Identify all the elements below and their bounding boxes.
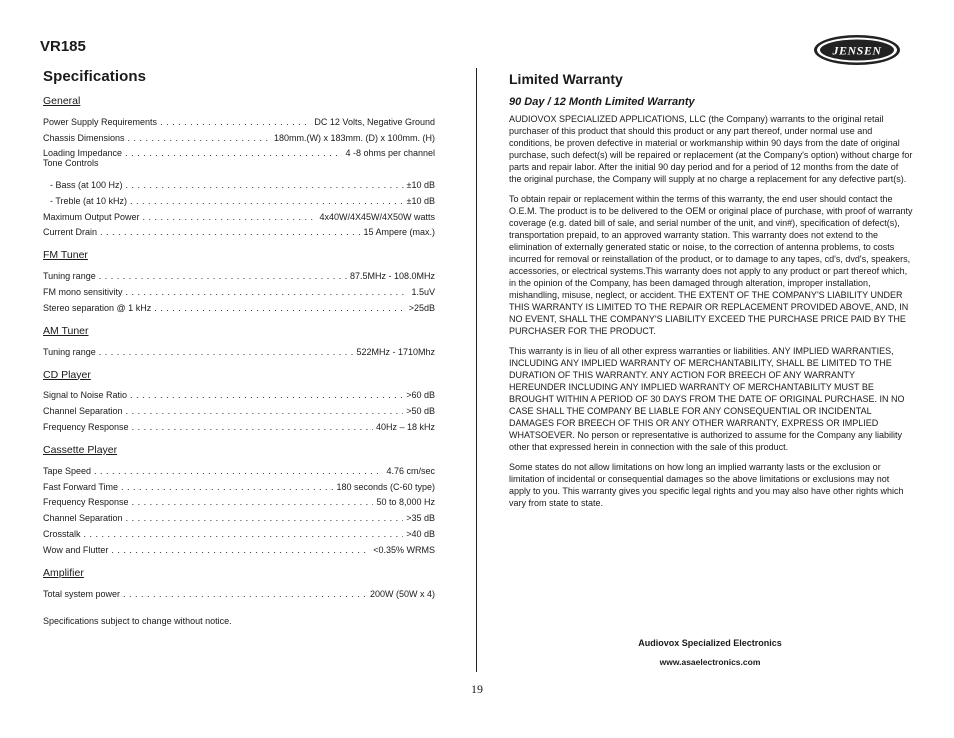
dot-leader bbox=[143, 212, 317, 222]
spec-row bbox=[43, 507, 435, 523]
spec-row bbox=[43, 492, 435, 508]
spec-label: Power Supply Requirements bbox=[43, 116, 158, 127]
spec-value: 4.76 cm/sec bbox=[386, 465, 435, 476]
spec-section-title: AM Tuner bbox=[43, 324, 89, 337]
spec-value: 15 Ampere (max.) bbox=[363, 227, 435, 238]
specifications-column bbox=[43, 68, 435, 626]
spec-value: 4 -8 ohms per channel bbox=[345, 148, 435, 159]
spec-row bbox=[43, 385, 435, 401]
spec-label: Frequency Response bbox=[43, 497, 129, 508]
warranty-paragraph: AUDIOVOX SPECIALIZED APPLICATIONS, LLC (the Company) warrants to the original retail purchaser of this product that should this product or any part thereof, under normal use and conditions, be proven defective in material or workmanship within 90 days from the date of original purchase, such defect(s) will be repaired or replacement (at the Company's option) without charge for parts and repair labor. After the initial 90 day period and for a period of 12 months from the date of the original purchase, the Company will supply at no charge a replacement for any defective part(s). bbox=[509, 114, 913, 184]
spec-row bbox=[43, 158, 435, 174]
spec-row bbox=[43, 190, 435, 206]
dot-leader bbox=[132, 422, 373, 432]
spec-label: Tone Controls bbox=[43, 158, 99, 169]
logo-wordmark: JENSEN bbox=[832, 43, 882, 58]
spec-value: DC 12 Volts, Negative Ground bbox=[314, 116, 435, 127]
spec-row bbox=[43, 416, 435, 432]
spec-label: Fast Forward Time bbox=[43, 481, 119, 492]
page-number: 19 bbox=[471, 682, 483, 696]
warranty-subtitle: 90 Day / 12 Month Limited Warranty bbox=[509, 96, 695, 108]
spec-label: Current Drain bbox=[43, 227, 98, 238]
footer-website: www.asaelectronics.com bbox=[659, 657, 761, 667]
spec-label: - Treble (at 10 kHz) bbox=[50, 195, 128, 206]
spec-row bbox=[43, 127, 435, 143]
spec-label: Crosstalk bbox=[43, 528, 81, 539]
spec-label: Wow and Flutter bbox=[43, 544, 109, 555]
spec-row bbox=[43, 539, 435, 555]
spec-value: 200W (50W x 4) bbox=[369, 588, 435, 599]
specifications-heading: Specifications bbox=[43, 68, 147, 85]
spec-value: >35 dB bbox=[406, 513, 435, 524]
dot-leader bbox=[130, 196, 404, 206]
spec-section bbox=[43, 567, 435, 599]
spec-label: Frequency Response bbox=[43, 421, 129, 432]
spec-value: >25dB bbox=[408, 302, 435, 313]
spec-value: >60 dB bbox=[406, 390, 435, 401]
spec-row bbox=[43, 583, 435, 599]
dot-leader bbox=[154, 303, 406, 313]
spec-row bbox=[43, 476, 435, 492]
dot-leader bbox=[111, 545, 370, 555]
spec-value: 1.5uV bbox=[411, 286, 435, 297]
dot-leader bbox=[126, 513, 404, 523]
spec-note: Specifications subject to change without notice. bbox=[43, 615, 232, 626]
spec-section-title: CD Player bbox=[43, 368, 91, 381]
dot-leader bbox=[99, 347, 354, 357]
column-divider bbox=[476, 68, 477, 672]
warranty-column bbox=[509, 71, 913, 509]
spec-value: ±10 dB bbox=[406, 179, 435, 190]
spec-row bbox=[43, 460, 435, 476]
spec-section bbox=[43, 369, 435, 432]
spec-section bbox=[43, 249, 435, 312]
spec-label: Total system power bbox=[43, 588, 121, 599]
spec-label: Channel Separation bbox=[43, 513, 123, 524]
spec-label: Stereo separation @ 1 kHz bbox=[43, 302, 152, 313]
spec-section bbox=[43, 95, 435, 237]
dot-leader bbox=[126, 287, 409, 297]
spec-section-title: FM Tuner bbox=[43, 249, 88, 262]
dot-leader bbox=[94, 466, 383, 476]
dot-leader bbox=[126, 406, 404, 416]
spec-label: Tape Speed bbox=[43, 465, 92, 476]
spec-value: 4x40W/4X45W/4X50W watts bbox=[319, 211, 435, 222]
spec-row bbox=[43, 400, 435, 416]
dot-leader bbox=[125, 148, 342, 158]
spec-row bbox=[43, 523, 435, 539]
model-name: VR185 bbox=[40, 38, 86, 55]
spec-value: 40Hz – 18 kHz bbox=[375, 421, 435, 432]
spec-row bbox=[43, 143, 435, 159]
spec-row bbox=[43, 222, 435, 238]
spec-row bbox=[43, 265, 435, 281]
spec-section bbox=[43, 325, 435, 357]
spec-label: Tuning range bbox=[43, 271, 96, 282]
spec-label: - Bass (at 100 Hz) bbox=[50, 179, 123, 190]
spec-row bbox=[43, 174, 435, 190]
jensen-logo bbox=[813, 34, 901, 66]
dot-leader bbox=[128, 133, 271, 143]
spec-row bbox=[43, 297, 435, 313]
spec-label: Signal to Noise Ratio bbox=[43, 390, 128, 401]
spec-label: Maximum Output Power bbox=[43, 211, 140, 222]
spec-section-title: General bbox=[43, 95, 81, 107]
spec-label: Chassis Dimensions bbox=[43, 132, 125, 143]
dot-leader bbox=[132, 497, 374, 507]
dot-leader bbox=[100, 227, 360, 237]
spec-section bbox=[43, 444, 435, 555]
spec-value: 180 seconds (C-60 type) bbox=[336, 481, 435, 492]
warranty-paragraph: This warranty is in lieu of all other express warranties or liabilities. ANY IMPLIED WARRANTIES, INCLUDING ANY IMPLIED WARRANTY OF MERCHANTABILITY, SHALL BE LIMITED TO THE DURATION OF THIS WARRANTY. ANY ACTION FOR BREECH OF ANY WARRANTY HEREUNDER INCLUDING ANY IMPLIED WARRANTY OF MERCHANTABILITY MUST BE BROUGHT WITHIN A PERIOD OF 30 DAYS FROM THE DATE OF ORIGINAL PURCHASE. IN NO CASE SHALL THE COMPANY BE LIABLE FOR ANY CONSEQUENTIAL OR INCIDENTAL DAMAGES FOR BREECH OF THIS OR ANY OTHER WARRANTY, EXPRESS OR IMPLIED WHATSOEVER. No person or representative is authorized to assume for the Company any liability other that expressed herein in connection with the sale of this product. bbox=[509, 346, 905, 452]
spec-row bbox=[43, 281, 435, 297]
dot-leader bbox=[123, 589, 367, 599]
warranty-heading: Limited Warranty bbox=[509, 71, 623, 87]
dot-leader bbox=[121, 482, 333, 492]
spec-value: 180mm.(W) x 183mm. (D) x 100mm. (H) bbox=[273, 132, 435, 143]
dot-leader bbox=[130, 390, 403, 400]
dot-leader bbox=[126, 180, 404, 190]
spec-value: 87.5MHz - 108.0MHz bbox=[349, 271, 435, 282]
spec-label: Tuning range bbox=[43, 346, 96, 357]
spec-value: 522MHz - 1710Mhz bbox=[356, 346, 435, 357]
spec-sections bbox=[43, 95, 435, 599]
spec-row bbox=[43, 341, 435, 357]
footer-company: Audiovox Specialized Electronics bbox=[638, 638, 782, 648]
spec-row bbox=[43, 111, 435, 127]
spec-value: ±10 dB bbox=[406, 195, 435, 206]
spec-value: >50 dB bbox=[406, 406, 435, 417]
warranty-paragraph: Some states do not allow limitations on how long an implied warranty lasts or the exclusion or limitation of incidental or consequential damages so the above limitations or exclusions may not apply to you. This warranty gives you specific legal rights and you may also have other rights which vary from state to state. bbox=[509, 462, 904, 508]
dot-leader bbox=[84, 529, 404, 539]
spec-section-title: Cassette Player bbox=[43, 443, 118, 456]
spec-value: <0.35% WRMS bbox=[373, 544, 435, 555]
spec-section-title: Amplifier bbox=[43, 566, 84, 579]
spec-label: Channel Separation bbox=[43, 406, 123, 417]
dot-leader bbox=[99, 271, 347, 281]
spec-value: 50 to 8,000 Hz bbox=[376, 497, 435, 508]
spec-value: >40 dB bbox=[406, 528, 435, 539]
spec-row bbox=[43, 206, 435, 222]
warranty-paragraph: To obtain repair or replacement within the terms of this warranty, the end user should contact the O.E.M. The product is to be delivered to the OEM or original place of purchase, with proof of warranty coverage (e.g. dated bill of sale, and serial number of the unit, and vin#), specification of defect(s), transportation prepaid, to an approved warranty station. This warranty does not extend to the elimination of externally generated static or noise, to the correction of antenna problems, to costs incurred for removal or reinstallation of the product, or to damage to any tapes, cd's, dvd's, speakers, accessories, or electrical systems.This warranty does not apply to any product or part thereof which, in the opinion of the Company, has been damaged through alteration, improper installation, mishandling, misuse, neglect, or accident. THE EXTENT OF THE COMPANY'S LIABILITY UNDER THIS WARRANTY IS LIMITED TO THE REPAIR OR REPLACEMENT PROVIDED ABOVE, AND, IN NO EVENT, SHALL THE COMPANY'S LIABILITY EXCEED THE PURCHASE PRICE PAID BY THE PURCHASER FOR THE PRODUCT. bbox=[509, 194, 913, 336]
spec-label: Loading Impedance bbox=[43, 148, 123, 159]
dot-leader bbox=[160, 117, 311, 127]
spec-label: FM mono sensitivity bbox=[43, 286, 123, 297]
